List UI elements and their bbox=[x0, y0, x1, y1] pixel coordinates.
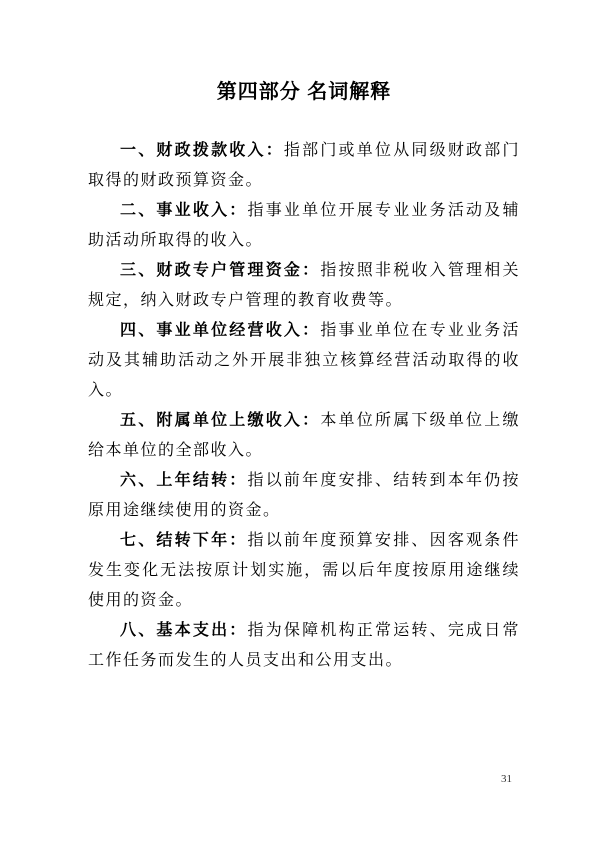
definition-paragraph bbox=[88, 466, 520, 526]
definition-text: 指以前年度预算安排、因客观条件发生变化无法按原计划实施，需以后年度按原用途继续使用的资金。 bbox=[88, 532, 520, 609]
document-body bbox=[88, 136, 520, 676]
definition-term: 七、结转下年： bbox=[120, 532, 248, 549]
definition-paragraph bbox=[88, 616, 520, 676]
definition-paragraph bbox=[88, 256, 520, 316]
definition-paragraph bbox=[88, 526, 520, 616]
definition-paragraph bbox=[88, 136, 520, 196]
definition-text: 指事业单位在专业业务活动及其辅助活动之外开展非独立核算经营活动取得的收入。 bbox=[88, 322, 520, 399]
definition-term: 一、财政拨款收入： bbox=[120, 142, 284, 159]
definition-text: 指按照非税收入管理相关规定，纳入财政专户管理的教育收费等。 bbox=[88, 262, 520, 309]
definition-paragraph bbox=[88, 196, 520, 256]
definition-text: 指以前年度安排、结转到本年仍按原用途继续使用的资金。 bbox=[88, 472, 520, 519]
definition-text: 指事业单位开展专业业务活动及辅助活动所取得的收入。 bbox=[88, 202, 520, 249]
definition-term: 四、事业单位经营收入： bbox=[120, 322, 321, 339]
definition-term: 五、附属单位上缴收入： bbox=[120, 412, 321, 429]
definition-text: 指为保障机构正常运转、完成日常工作任务而发生的人员支出和公用支出。 bbox=[88, 622, 520, 669]
page-number: 31 bbox=[501, 773, 512, 785]
definition-term: 二、事业收入： bbox=[120, 202, 248, 219]
page-title: 第四部分 名词解释 bbox=[216, 81, 392, 103]
definition-text: 本单位所属下级单位上缴给本单位的全部收入。 bbox=[88, 412, 520, 459]
definition-term: 三、财政专户管理资金： bbox=[120, 262, 321, 279]
definition-text: 指部门或单位从同级财政部门取得的财政预算资金。 bbox=[88, 142, 520, 189]
definition-paragraph bbox=[88, 406, 520, 466]
definition-term: 六、上年结转： bbox=[120, 472, 248, 489]
definition-paragraph bbox=[88, 316, 520, 406]
definition-term: 八、基本支出： bbox=[120, 622, 248, 639]
